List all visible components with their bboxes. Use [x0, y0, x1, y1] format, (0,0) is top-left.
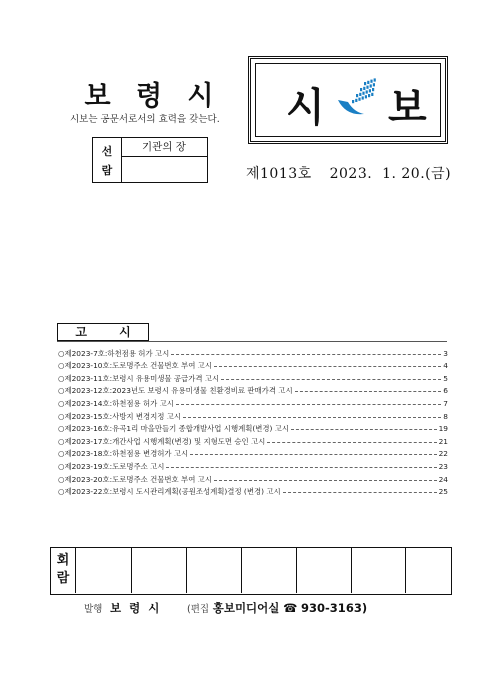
issue-line: [246, 163, 451, 183]
notice-list-item: [58, 372, 448, 384]
notice-page-number: 3: [443, 348, 448, 358]
bulletin-title-inner: [255, 63, 441, 137]
notice-list-item: [58, 460, 448, 472]
bulletin-char-1: 시: [286, 85, 325, 131]
notice-list-item: [58, 435, 448, 447]
approval-label-char-2: 람: [56, 571, 70, 586]
editor-prefix: (편집: [187, 604, 210, 615]
leader-dashes: [190, 454, 436, 455]
notice-page-number: 8: [443, 411, 448, 421]
notice-list-item: [58, 347, 448, 359]
leader-dashes: [183, 417, 441, 418]
issue-number: 제1013호: [246, 166, 312, 182]
review-label-char-1: 선: [101, 145, 113, 158]
approval-cell: [405, 548, 407, 593]
leader-dashes: [166, 467, 436, 468]
leader-dashes: [171, 354, 441, 355]
notice-title: ○제2023-16호:유곡1리 마을만들기 종합개발사업 시행계획(변경) 고시: [58, 424, 290, 434]
approval-cell: [131, 548, 133, 593]
notice-page-number: 23: [438, 461, 448, 471]
notice-page-number: 19: [438, 424, 448, 434]
notice-title: ○제2023-17호:개간사업 시행계획(변경) 및 지형도면 승인 고시: [58, 436, 266, 446]
notice-section-header: 고 시: [57, 323, 149, 341]
approval-cell: [241, 548, 243, 593]
phone-number: 930-3163): [301, 601, 368, 615]
bulletin-subtitle: 시보는 공문서로서의 효력을 갖는다.: [70, 114, 220, 125]
notice-title: ○제2023-20호:도로명주소 건물번호 부여 고시: [58, 474, 212, 484]
leader-dashes: [267, 442, 436, 443]
review-table: [92, 137, 208, 183]
notice-page-number: 24: [438, 474, 448, 484]
leader-dashes: [221, 379, 441, 380]
notice-list-item: [58, 448, 448, 460]
notice-list-item: [58, 397, 448, 409]
review-label-cell: [93, 138, 122, 182]
publisher-label: 발행: [84, 604, 103, 615]
notice-title: ○제2023-12호:2023년도 보령시 유용미생물 친환경비료 판매가격 고시: [58, 386, 293, 396]
editor-name: 홍보미디어실: [212, 601, 280, 615]
notice-page-number: 22: [438, 449, 448, 459]
notice-title: ○제2023-11호:보령시 유용미생물 공급가격 고시: [58, 373, 220, 383]
approval-cell: [186, 548, 188, 593]
city-name: 보 령 시: [84, 81, 222, 112]
bulletin-title-box: [248, 56, 448, 144]
notice-list-item: [58, 423, 448, 435]
notice-page-number: 6: [443, 386, 448, 396]
notice-title: ○제2023-14호:하천점용 허가 고시: [58, 398, 174, 408]
leader-dashes: [283, 492, 437, 493]
review-head-label: 기관의 장: [121, 138, 207, 157]
approval-cell: [75, 548, 77, 593]
notice-list-item: [58, 486, 448, 498]
footer: [84, 600, 424, 616]
approval-table: [50, 547, 452, 595]
notice-list-item: [58, 360, 448, 372]
notice-title: ○제2023-15호:사방지 변경지정 고시: [58, 411, 182, 421]
notice-page-number: 21: [438, 436, 448, 446]
leader-dashes: [291, 429, 437, 430]
leader-dashes: [214, 480, 437, 481]
approval-label: [51, 548, 75, 593]
review-label-char-2: 람: [101, 164, 113, 177]
notice-title: ○제2023-22호:보령시 도시관리계획(공원조성계획)결정 (변경) 고시: [58, 487, 281, 497]
notice-title: ○제2023-18호:하천점용 변경허가 고시: [58, 449, 189, 459]
notice-list-item: [58, 410, 448, 422]
notice-title: ○제2023-19호:도로명주소 고시: [58, 461, 165, 471]
leader-dashes: [295, 391, 442, 392]
approval-cell: [351, 548, 353, 593]
notice-title: ○제2023-10호:도로명주소 건물번호 부여 고시: [58, 361, 212, 371]
notice-page-number: 5: [443, 373, 448, 383]
leader-dashes: [214, 366, 441, 367]
notice-page-number: 4: [443, 361, 448, 371]
notice-title: ○제2023-7호:하천점용 허가 고시: [58, 348, 170, 358]
publisher-name: 보 령 시: [110, 601, 162, 615]
notice-header-divider: [57, 341, 447, 342]
leader-dashes: [176, 404, 441, 405]
notice-page-number: 25: [438, 487, 448, 497]
notice-list-item: [58, 473, 448, 485]
notice-page-number: 7: [443, 398, 448, 408]
phone-icon: ☎: [283, 601, 298, 615]
approval-cell: [296, 548, 298, 593]
notice-list-item: [58, 385, 448, 397]
boryeong-logo-icon: [334, 76, 384, 126]
issue-date: 2023. 1. 20.(금): [329, 166, 452, 182]
approval-label-char-1: 회: [56, 553, 70, 568]
bulletin-char-2: 보: [388, 85, 427, 131]
